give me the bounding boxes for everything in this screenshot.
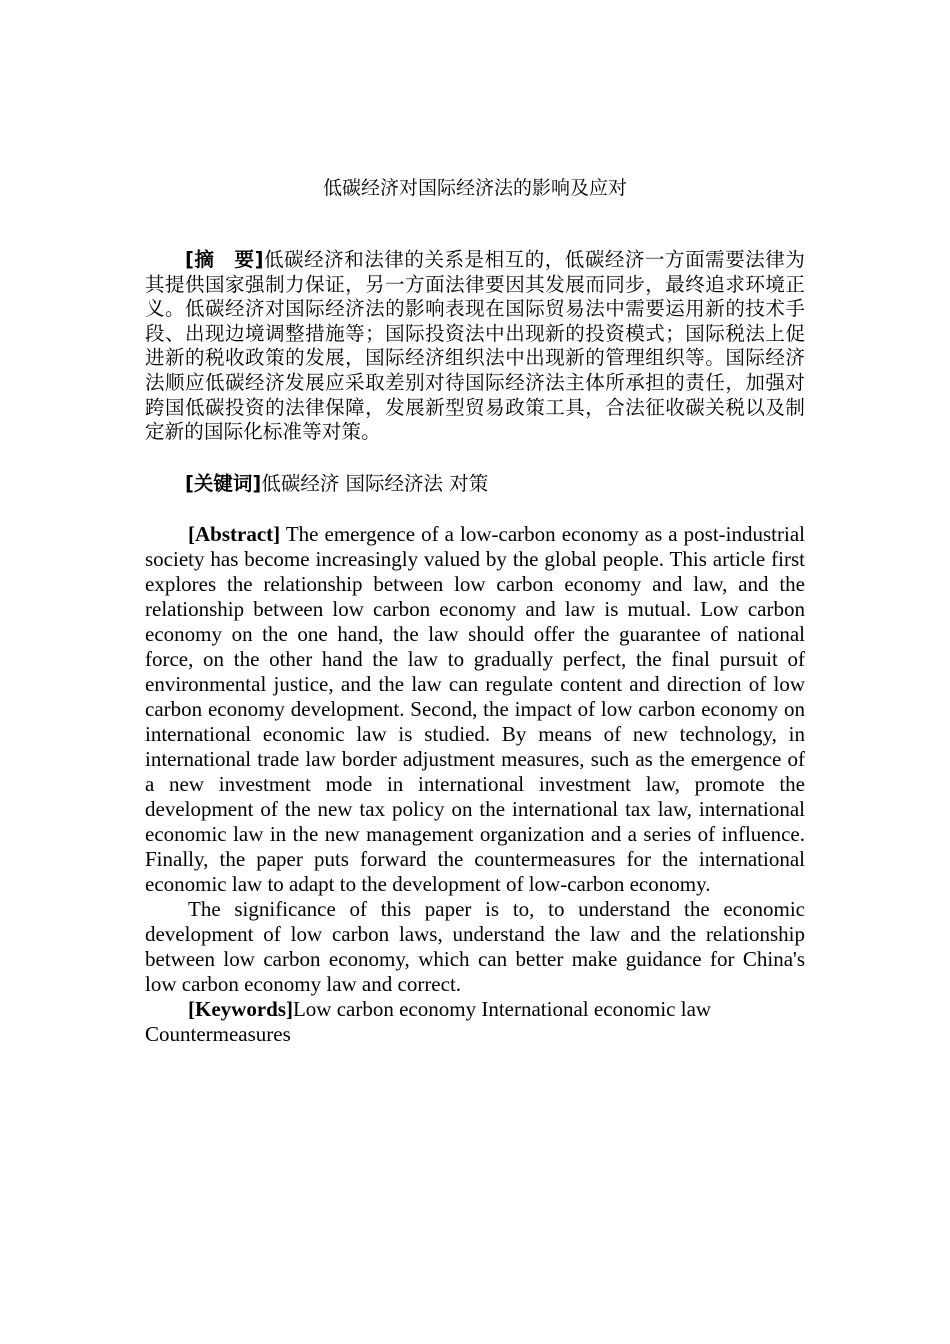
english-keywords — [145, 997, 805, 1047]
chinese-abstract-text: 低碳经济和法律的关系是相互的，低碳经济一方面需要法律为其提供国家强制力保证，另一方面法律要因其发展而同步，最终追求环境正义。低碳经济对国际经济法的影响表现在国际贸易法中需要运用新的技术手段、出现边境调整措施等；国际投资法中出现新的投资模式；国际税法上促进新的税收政策的发展，国际经济组织法中出现新的管理组织等。国际经济法顺应低碳经济发展应采取差别对待国际经济法主体所承担的责任，加强对跨国低碳投资的法律保障，发展新型贸易政策工具，合法征收碳关税以及制定新的国际化标准等对策。 — [145, 248, 805, 444]
english-abstract-section — [145, 522, 805, 1047]
english-abstract — [145, 522, 805, 897]
english-abstract-label: [Abstract] — [188, 522, 281, 546]
english-abstract-text: The emergence of a low-carbon economy as a post-industrial society has become increasingly valued by the global people. This article first explores the relationship between low carbon economy and law, and the relationship between low carbon economy and law is mutual. Low carbon economy on the one hand, the law should offer the guarantee of national force, on the other hand the law to gradually perfect, the final pursuit of environmental justice, and the law can regulate content and direction of low carbon economy development. Second, the impact of low carbon economy on international economic law is studied. By means of new technology, in international trade law border adjustment measures, such as the emergence of a new investment mode in international investment law, promote the development of the new tax policy on the international tax law, international economic law in the new management organization and a series of influence. Finally, the paper puts forward the countermeasures for the international economic law to adapt to the development of low-carbon economy. — [145, 522, 805, 896]
chinese-keywords-label: [关键词] — [185, 472, 262, 495]
chinese-abstract — [145, 248, 805, 445]
english-significance: The significance of this paper is to, to understand the economic development of low carbon laws, understand the law and the relationship between low carbon economy, which can better make guidance for China's low carbon economy law and correct. — [145, 897, 805, 996]
english-keywords-label: [Keywords] — [188, 997, 293, 1021]
paper-title: 低碳经济对国际经济法的影响及应对 — [322, 177, 627, 199]
chinese-abstract-label: [摘 要] — [185, 248, 264, 271]
english-keywords-text: Low carbon economy International economic law Countermeasures — [145, 997, 712, 1046]
chinese-keywords-text: 低碳经济 国际经济法 对策 — [261, 472, 489, 495]
chinese-keywords — [145, 472, 805, 497]
